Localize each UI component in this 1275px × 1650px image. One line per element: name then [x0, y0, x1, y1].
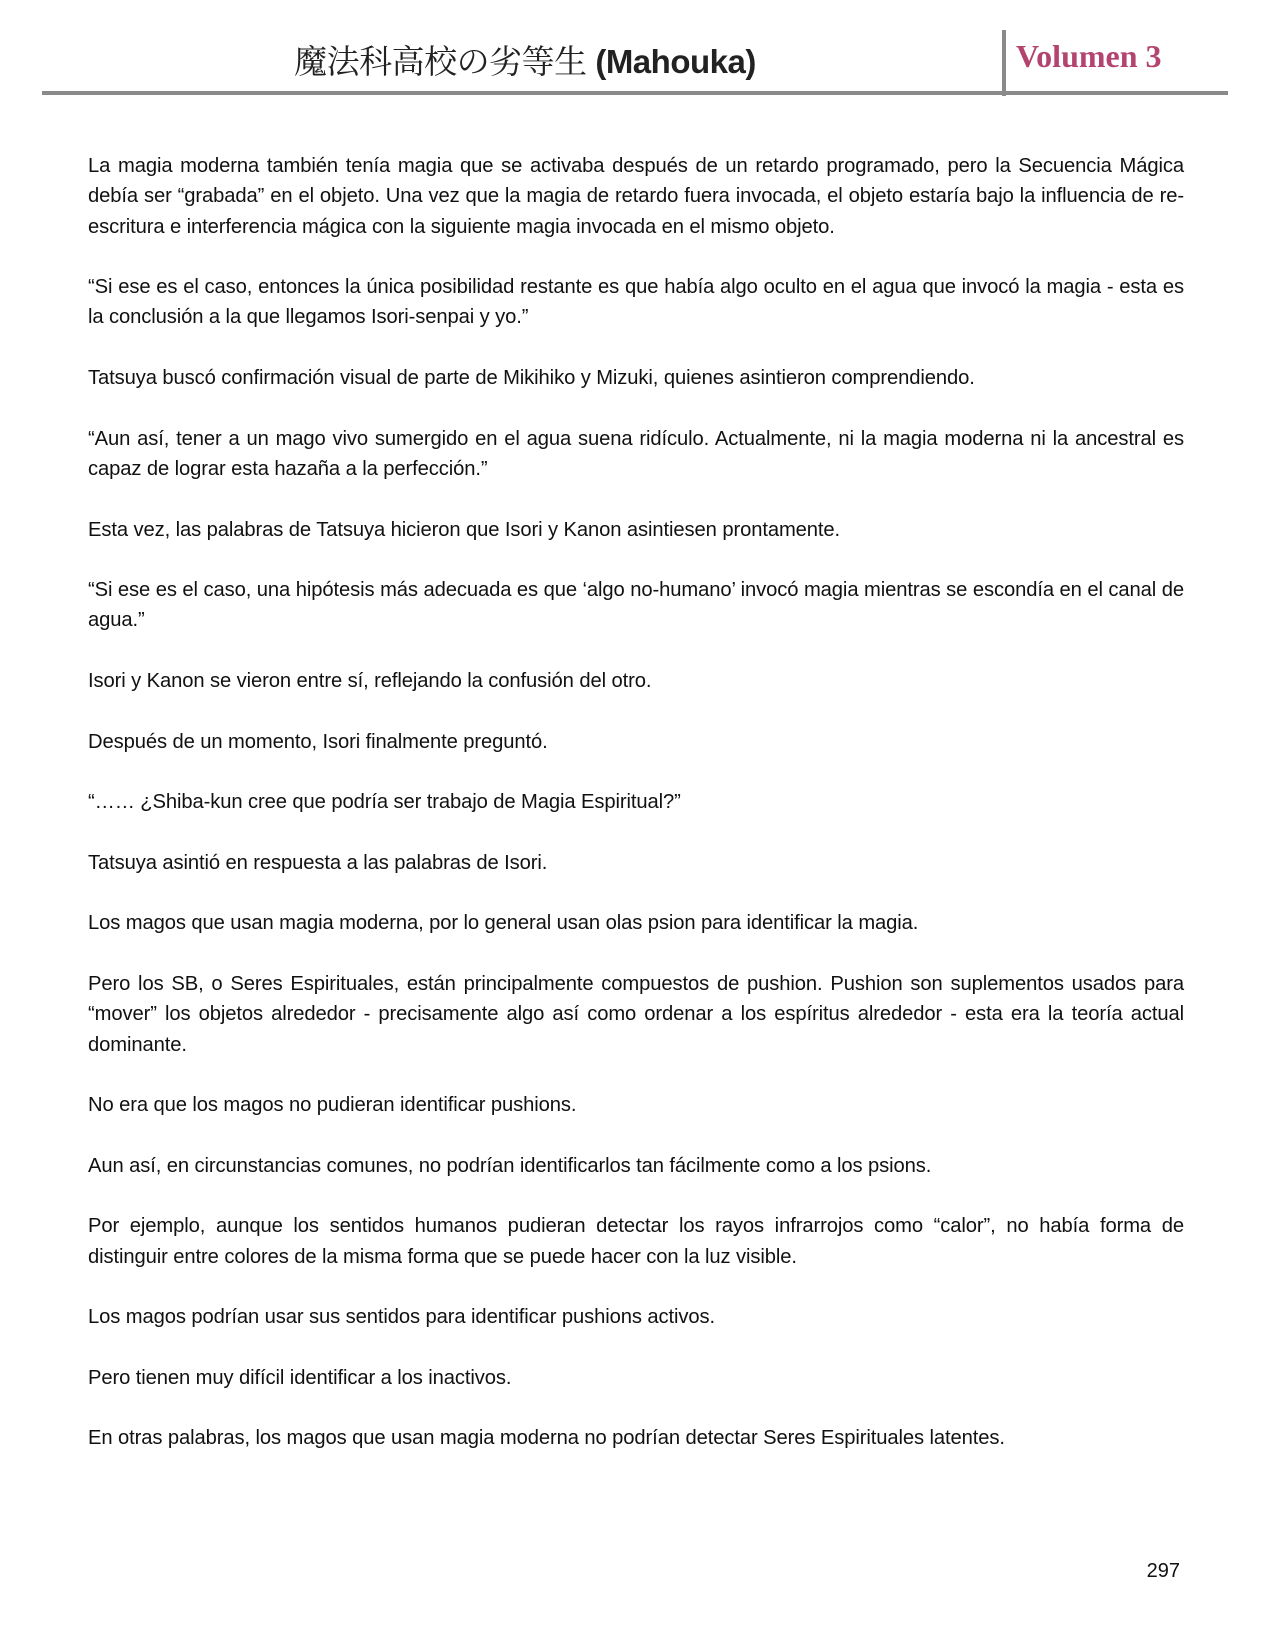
paragraph: Después de un momento, Isori finalmente preguntó. — [88, 730, 548, 753]
paragraph: No era que los magos no pudieran identificar pushions. — [88, 1094, 577, 1117]
paragraph: “Aun así, tener a un mago vivo sumergido en el agua suena ridículo. Actualmente, ni la magia moderna ni la ancestral es capaz de lograr esta hazaña a la perfección.” — [88, 427, 1184, 480]
paragraph: Tatsuya buscó confirmación visual de parte de Mikihiko y Mizuki, quienes asintieron comprendiendo. — [88, 367, 975, 390]
paragraph: Por ejemplo, aunque los sentidos humanos pudieran detectar los rayos infrarrojos como “calor”, no había forma de distinguir entre colores de la misma forma que se puede hacer con la luz visible. — [88, 1215, 1184, 1268]
paragraph: “Si ese es el caso, entonces la única posibilidad restante es que había algo oculto en el agua que invocó la magia - esta es la conclusión a la que llegamos Isori-senpai y yo.” — [88, 276, 1184, 329]
paragraph: Pero los SB, o Seres Espirituales, están principalmente compuestos de pushion. Pushion son suplementos usados para “mover” los objetos alrededor - precisamente algo así como ordenar a los espíritus alrededor - esta era la teoría actual dominante. — [88, 973, 1184, 1056]
page-number: 297 — [1146, 1560, 1180, 1582]
paragraph: Los magos podrían usar sus sentidos para identificar pushions activos. — [88, 1306, 716, 1329]
book-title-japanese: 魔法科高校の劣等生 — [294, 43, 587, 80]
paragraph: Tatsuya asintió en respuesta a las palabras de Isori. — [88, 851, 548, 874]
header-rule — [42, 91, 1228, 95]
paragraph: Los magos que usan magia moderna, por lo general usan olas psion para identificar la magia. — [88, 912, 919, 935]
paragraph: En otras palabras, los magos que usan magia moderna no podrían detectar Seres Espirituales latentes. — [88, 1427, 1005, 1450]
paragraph: Aun así, en circunstancias comunes, no podrían identificarlos tan fácilmente como a los psions. — [88, 1154, 932, 1177]
volume-label: Volumen 3 — [1016, 38, 1162, 74]
paragraph: “Si ese es el caso, una hipótesis más adecuada es que ‘algo no-humano’ invocó magia mientras se escondía en el canal de agua.” — [88, 579, 1184, 632]
paragraph: Isori y Kanon se vieron entre sí, reflejando la confusión del otro. — [88, 670, 652, 693]
book-title-latin: (Mahouka) — [595, 43, 756, 80]
body-text — [88, 151, 1184, 1484]
paragraph: Esta vez, las palabras de Tatsuya hicieron que Isori y Kanon asintiesen prontamente. — [88, 518, 841, 541]
paragraph: La magia moderna también tenía magia que se activaba después de un retardo programado, pero la Secuencia Mágica debía ser “grabada” en el objeto. Una vez que la magia de retardo fuera invocada, el objeto estaría bajo la influencia de re-escritura e interferencia mágica con la siguiente magia invocada en el mismo objeto. — [88, 155, 1184, 238]
header-vertical-divider — [1002, 30, 1006, 96]
paragraph: Pero tienen muy difícil identificar a los inactivos. — [88, 1366, 512, 1389]
book-title — [200, 36, 850, 83]
paragraph: “…… ¿Shiba-kun cree que podría ser trabajo de Magia Espiritual?” — [88, 791, 681, 814]
